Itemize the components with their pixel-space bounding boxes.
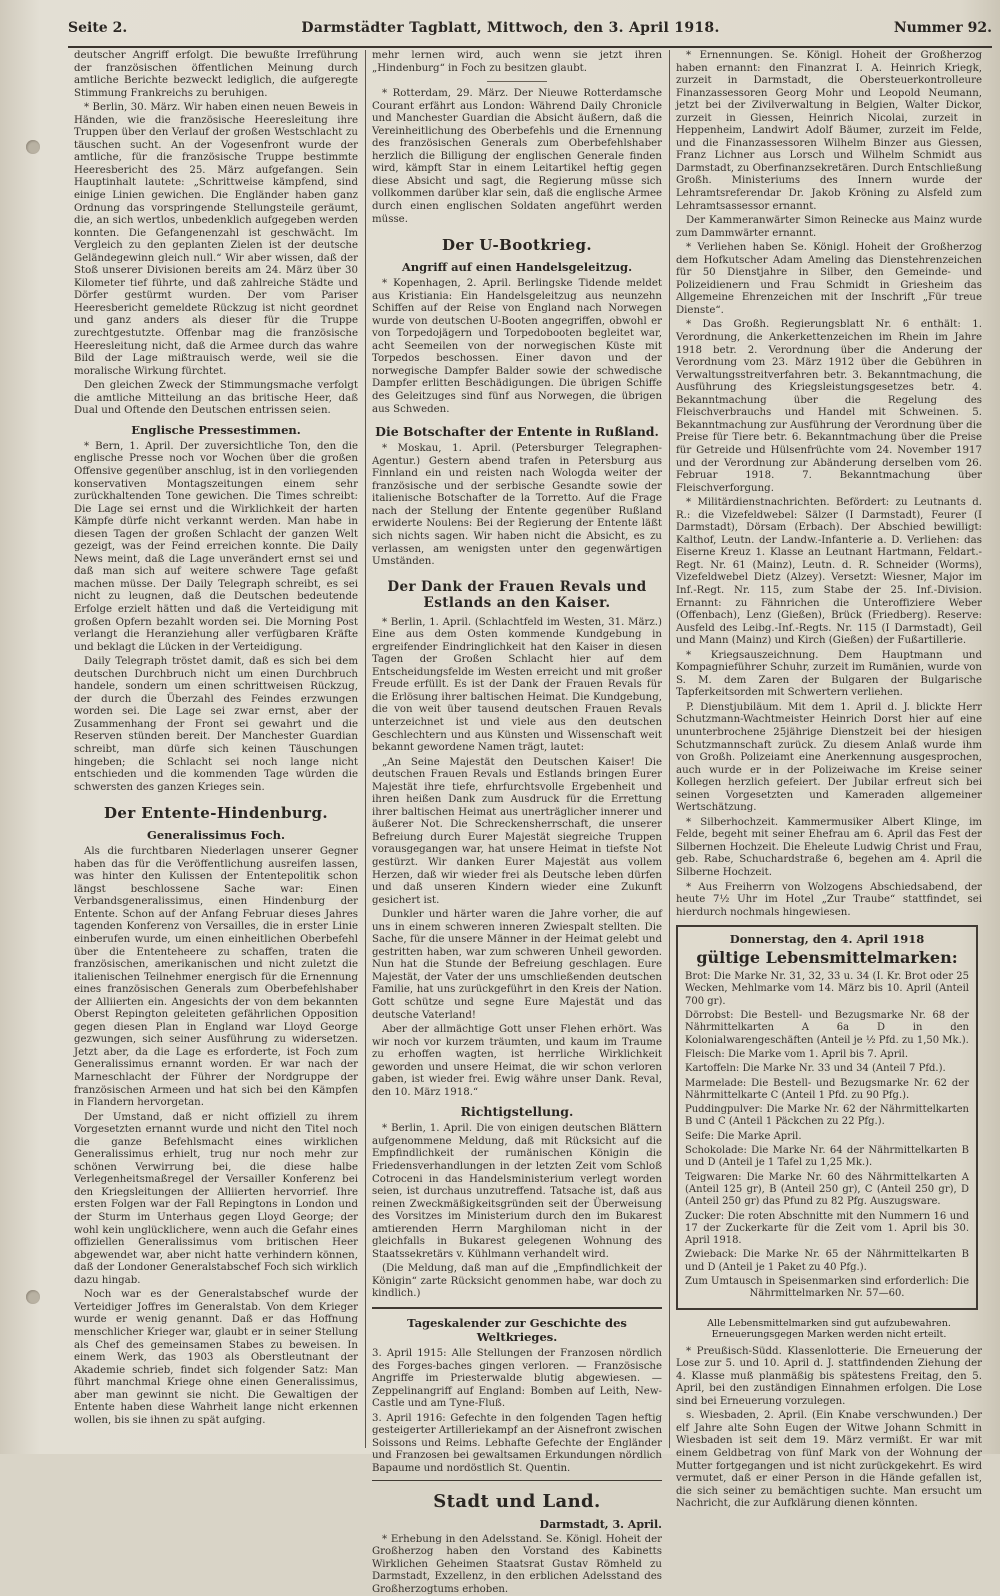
- food-ration-box: [676, 925, 978, 1309]
- article-paragraph: * Ernennungen. Se. Königl. Hoheit der Großherzog haben ernannt: den Finanzrat I. A. Heinrich Kriegk, zurzeit in Darmstadt, die Obersteuerkontrolleure Finanzassessoren Georg Mohr und Leopold Neumann, jetzt bei der Zivilverwaltung in Belgien, Walter Dickor, zurzeit in Giessen, Heinrich Nicolai, zurzeit in Heppenheim, Landwirt Adolf Bäumer, zurzeit im Felde, und die Finanzassessoren Wilhelm Binzer aus Giessen, Franz Lichner aus Lorsch und Wilhelm Schmidt aus Darmstadt, zu Oberfinanzsekretären. Durch Entschließung Großh. Ministeriums des Innern wurde der Lehramtsreferendar Dr. Jakob Kröning zu Alsfeld zum Lehramtsassessor ernannt.: [676, 50, 982, 213]
- article-paragraph: * Berlin, 1. April. Die von einigen deutschen Blättern aufgenommene Meldung, daß mit Rücksicht auf die Empfindlichkeit der rumänischen Königin die Friedensverhandlungen in der letzten Zeit vom Schloß Cotroceni in das Handelsministerium verlegt worden seien, ist durchaus unzutreffend. Tatsache ist, daß aus reinen Zweckmäßigkeitsgründen seit der Überweisung des Vorsitzes im Ministerium durch den im Bukarest amtierenden Herrn Marghiloman nicht in der gleichfalls in Bukarest gelegenen Wohnung des Staatssekretärs v. Kühlmann verhandelt wird.: [372, 1123, 662, 1261]
- section-heading: Richtigstellung.: [372, 1104, 662, 1119]
- article-paragraph: P. Dienstjubiläum. Mit dem 1. April d. J. blickte Herr Schutzmann-Wachtmeister Heinrich Dorst hier auf eine ununterbrochene 25jährige Dienstzeit bei der hiesigen Schutzmannschaft zurück. Zu diesem Anlaß wurde ihm von Großh. Polizeiamt eine Anerkennung ausgesprochen, auch wurde er in der Polizeiwache im Kreise seiner Kollegen herzlich gefeiert. Der Jubilar erfreut sich bei seinen Vorgesetzten und Kameraden allgemeiner Wertschätzung.: [676, 702, 982, 815]
- ration-line: Seife: Die Marke April.: [685, 1131, 969, 1143]
- dateline: Darmstadt, 3. April.: [372, 1518, 662, 1531]
- ration-line: Puddingpulver: Die Marke Nr. 62 der Nährmittelkarten B und C (Anteil 1 Päckchen zu 22 Pfg.).: [685, 1104, 969, 1129]
- calendar-entry: 3. April 1915: Alle Stellungen der Franzosen nördlich des Forges-baches gingen verloren. — Französische Angriffe im Priesterwalde blutig abgewiesen. — Zeppelinangriff auf England: Bomben auf Leith, New-Castle und am Tyne-Fluß.: [372, 1348, 662, 1411]
- section-heading: Der Dank der Frauen Revals und Estlands an den Kaiser.: [372, 579, 662, 611]
- ration-line: Marmelade: Die Bestell- und Bezugsmarke Nr. 62 der Nährmittelkarte C (Anteil 1 Pfd. zu 90 Pfg.).: [685, 1078, 969, 1103]
- issue-number: Nummer 92.: [894, 20, 992, 36]
- section-heading: Stadt und Land.: [372, 1491, 662, 1512]
- article-paragraph: * Preußisch-Südd. Klassenlotterie. Die Erneuerung der Lose zur 5. und 10. April d. J. stattfindenden Ziehung der 4. Klasse muß planmäßig bis spätestens Freitag, den 5. April, bei den zuständigen Einnahmen erfolgen. Die Lose sind bei Erneuerung vorzulegen.: [676, 1346, 982, 1409]
- article-paragraph: Dunkler und härter waren die Jahre vorher, die auf uns in einem schweren inneren Zwiespalt stellten. Die Sache, für die unsere Männer in der Heimat gelebt und gestritten haben, war zum schweren Unheil geworden. Nun hat die Stunde der Befreiung geschlagen. Eure Majestät, der Vater der uns umschließenden deutschen Familie, hat uns zurückgeführt in den Kreis der Nation. Gott schütze und segne Eure Majestät und das deutsche Vaterland!: [372, 909, 662, 1022]
- box-date: Donnerstag, den 4. April 1918: [685, 932, 969, 946]
- article-paragraph: * Silberhochzeit. Kammermusiker Albert Klinge, im Felde, begeht mit seiner Ehefrau am 6. April das Fest der Silbernen Hochzeit. Die Eheleute Ludwig Christ und Frau, geb. Rabe, Schuchardstraße 6, begehen am 4. April die Silberne Hochzeit.: [676, 817, 982, 880]
- article-paragraph: deutscher Angriff erfolgt. Die bewußte Irreführung der französischen öffentlichen Meinung durch amtliche Berichte bezweckt lediglich, die aufgeregte Stimmung Frankreichs zu beruhigen.: [74, 50, 358, 100]
- article-paragraph: * Verliehen haben Se. Königl. Hoheit der Großherzog dem Hofkutscher Adam Ameling das Dienstehrenzeichen für 50 Dienstjahre in Silber, den Gemeinde- und Polizeidienern und Frau Schmidt in Griesheim das Allgemeine Ehrenzeichen mit der Inschrift „Für treue Dienste“.: [676, 242, 982, 317]
- article-paragraph: Den gleichen Zweck der Stimmungsmache verfolgt die amtliche Mitteilung an das britische Heer, daß Dual und Oftende den Deutschen entrissen seien.: [74, 380, 358, 418]
- section-heading: Englische Pressestimmen.: [74, 423, 358, 437]
- column-3: [676, 50, 982, 1448]
- article-paragraph: * Kriegsauszeichnung. Dem Hauptmann und Kompagnieführer Schuhr, zurzeit im Rumänien, wurde von S. M. dem Zaren der Bulgaren der Bulgarische Tapferkeitsorden mit Schwertern verliehen.: [676, 650, 982, 700]
- article-paragraph: mehr lernen wird, auch wenn sie jetzt ihren „Hindenburg“ in Foch zu besitzen glaubt.: [372, 50, 662, 75]
- column-rule: [365, 50, 366, 1448]
- section-heading: Der Entente-Hindenburg.: [74, 804, 358, 822]
- ration-line: Dörrobst: Die Bestell- und Bezugsmarke Nr. 68 der Nährmittelkarten A 6a D in den Kolonialwarengeschäften (Anteil je ½ Pfd. zu 1,50 Mk.).: [685, 1010, 969, 1047]
- article-paragraph: Noch war es der Generalstabschef wurde der Verteidiger Joffres im Generalstab. Von dem Krieger wurde er wenig genannt. Daß er das Hoffnung menschlicher Krieger war, glaubt er in seiner Stellung als Chef des gemeinsamen Stabes zu beweisen. In einem Werk, das 1903 als Oberstleutnant der Akademie schrieb, findet sich folgender Satz: Man führt manchmal Kriege ohne einen Generalissimus, aber man gewinnt sie nicht. Die Gewaltigen der Entente haben diese Wahrheit lange nicht erkennen wollen, bis sie ihnen zu spät aufging.: [74, 1289, 358, 1427]
- section-heading: Die Botschafter der Entente in Rußland.: [372, 424, 662, 439]
- ration-line: Brot: Die Marke Nr. 31, 32, 33 u. 34 (I. Kr. Brot oder 25 Wecken, Mehlmarke vom 14. März bis 10. April (Anteil 700 gr).: [685, 971, 969, 1008]
- section-heading: Der U-Bootkrieg.: [372, 236, 662, 254]
- article-paragraph: * Berlin, 30. März. Wir haben einen neuen Beweis in Händen, wie die französische Heeresleitung ihre Truppen über den Verlauf der großen Westschlacht zu täuschen sucht. An der Vogesenfront wurde der amtliche, für die französische Truppe bestimmte Heeresbericht des 25. März aufgefangen. Sein Hauptinhalt lautete: „Schrittweise kämpfend, sind einige Linien gewichen. Die Engländer haben ganz Ordnung das vorspringende Stellungsteile geräumt, die, an sich wertlos, unbedenklich aufgegeben werden konnten. Die Gefangenenzahl ist geschwächt. Im Vergleich zu den geplanten Zielen ist der deutsche Geländegewinn gleich null.“ Wir aber wissen, daß der Stoß unserer Divisionen bereits am 24. März über 30 Kilometer tief führte, und daß zahlreiche Städte und Dörfer gestürmt wurden. Der vom Pariser Heeresbericht gemeldete Rückzug ist nicht geordnet und ganz anders als dieser für die Truppe zurechtgestutzte. Offenbar mag die französische Heeresleitung nicht, daß die Armee durch das wahre Bild der Lage mißtrauisch werde, weil sie die moralische Wirkung fürchtet.: [74, 102, 358, 378]
- ration-line: Zucker: Die roten Abschnitte mit den Nummern 16 und 17 der Zuckerkarte für die Zeit vom 1. April bis 30. April 1918.: [685, 1211, 969, 1248]
- article-paragraph: * Das Großh. Regierungsblatt Nr. 6 enthält: 1. Verordnung, die Ankerkettenzeichen im Rhein im Jahre 1918 betr. 2. Verordnung über die Anderung der Verordnung vom 23. März 1912 über die Gebühren in Verwaltungsstreitverfahren betr. 3. Bekanntmachung, die Ausführung des Kriegsleistungsgesetzes betr. 4. Bekanntmachung über die Regelung des Fleischverbrauchs und Handel mit Schweinen. 5. Bekanntmachung zur Ausführung der Verordnung über die Preise für Tiere betr. 6. Bekanntmachung über die Preise für Getreide und Hülsenfrüchte vom 24. November 1917 und der Verordnung zur Abänderung derselben vom 26. Februar 1918. 7. Bekanntmachung über Fleischverforgung.: [676, 319, 982, 495]
- ration-line: Teigwaren: Die Marke Nr. 60 des Nährmittelkarten A (Anteil 125 gr), B (Anteil 250 gr), C (Anteil 250 gr), D (Anteil 250 gr) das Pfund zu 82 Pfg. Auszugsware.: [685, 1172, 969, 1209]
- section-subheading: Angriff auf einen Handelsgeleitzug.: [372, 260, 662, 274]
- article-paragraph: Der Kammeranwärter Simon Reinecke aus Mainz wurde zum Dammwärter ernannt.: [676, 215, 982, 240]
- article-paragraph: * Kopenhagen, 2. April. Berlingske Tidende meldet aus Kristiania: Ein Handelsgeleitzug aus neunzehn Schiffen auf der Reise von England nach Norwegen wurde von deutschen U-Booten angegriffen, obwohl er von Torpedojägern und Torpedobooten begleitet war, acht Seemeilen von der norwegischen Küste mit Torpedos beschossen. Einer davon und der norwegische Dampfer Balder sowie der schwedische Dampfer erlitten Beschädigungen. Die übrigen Schiffe des Geleitzuges sind fünf aus Norwegen, die übrigen aus Schweden.: [372, 278, 662, 416]
- article-paragraph: Aber der allmächtige Gott unser Flehen erhört. Was wir noch vor kurzem träumten, und kaum im Traume zu erhoffen wagten, ist herrliche Wirklichkeit geworden und unsere Heimat, die wir schon verloren gaben, ist wieder frei. Ewig währe unser Dank. Reval, den 10. März 1918.“: [372, 1024, 662, 1099]
- ration-line: Zwieback: Die Marke Nr. 65 der Nährmittelkarten B und D (Anteil je 1 Paket zu 40 Pfg.).: [685, 1249, 969, 1274]
- ration-line: Zum Umtausch in Speisenmarken sind erforderlich: Die Nährmittelmarken Nr. 57—60.: [685, 1276, 969, 1301]
- calendar-box: [372, 1307, 662, 1480]
- article-paragraph: Der Umstand, daß er nicht offiziell zu ihrem Vorgesetzten ernannt wurde und nicht den Titel noch die ganze Befehlsmacht eines wirklichen Generalissimus erhielt, trug nur noch mehr zur schönen Verwirrung bei, die diese halbe Verlegenheitsmaßregel der Versailler Konferenz bei den Kriegsleitungen der Alliierten hervorrief. Ihre ersten Folgen war der Fall Repingtons in London und der Sturm im Unterhaus gegen Lloyd George; der wohl kein unglücklichere, wenn auch die Gefahr eines offiziellen Generalissimus vom britischen Heer abgewendet war, aber nicht hatte verhindern können, daß der Londoner Generalstabschef Foch sich wirklich dazu hingab.: [74, 1112, 358, 1288]
- punch-hole: [26, 1290, 40, 1304]
- article-paragraph: s. Wiesbaden, 2. April. (Ein Knabe verschwunden.) Der elf Jahre alte Sohn Eugen der Witwe Johann Schmitt in Wiesbaden ist seit dem 19. März vermißt. Er war mit einem Geldbetrag von fünf Mark von der Wohnung der Mutter fortgegangen und ist nicht zurückgekehrt. Es wird vermutet, daß er einer Person in die Hände gefallen ist, die sich seiner zu bemächtigen suchte. Man ersucht um Nachricht, die zur Aufklärung dienen könnten.: [676, 1410, 982, 1510]
- article-paragraph: * Moskau, 1. April. (Petersburger Telegraphen-Agentur.) Gestern abend trafen in Petersburg aus Finnland ein und reisten nach Wologda weiter der französische und der serbische Gesandte sowie der italienische Botschafter de la Torretto. Auf die Frage nach der Stellung der Entente gegenüber Rußland erwiderte Noulens: Bei der Regierung der Entente läßt sich nichts sagen. Wir haben nicht die Absicht, es zu verlassen, am wenigsten unter den gegenwärtigen Umständen.: [372, 443, 662, 568]
- divider: [487, 81, 547, 82]
- column-rule: [669, 50, 670, 1448]
- article-paragraph: * Berlin, 1. April. (Schlachtfeld im Westen, 31. März.) Eine aus dem Osten kommende Kundgebung in ergreifender Eindringlichkeit hat den Kaiser in diesen Tagen der Großen Schlacht hier auf dem Entscheidungsfelde im Westen erreicht und mit großer Freude erfüllt. Es ist der Dank der Frauen Revals für die Erlösung ihrer baltischen Heimat. Die Kundgebung, die von weit über tausend deutschen Frauen Revals unterzeichnet ist und viele aus den deutschen Geschlechtern und aus Künsten und Wissenschaft weit bekannt gewordene Namen trägt, lautet:: [372, 617, 662, 755]
- article-paragraph: * Militärdienstnachrichten. Befördert: zu Leutnants d. R.: die Vizefeldwebel: Sälzer (I Darmstadt), Feurer (I Darmstadt), Dörsam (Erbach). Der Abschied bewilligt: Kalthof, Leutn. der Landw.-Infanterie a. D. Verliehen: das Eiserne Kreuz 1. Klasse an Leutnant Hartmann, Feldart.-Regt. Nr. 61 (Mainz), Leutn. d. R. Schneider (Worms), Vizefeldwebel Dietz (Alzey). Versetzt: Wiesner, Major im Inf.-Regt. Nr. 115, zum Stabe der 25. Inf.-Division. Ernannt: zu Fähnrichen die Unteroffiziere Weber (Offenbach), Lenz (Gießen), Brück (Friedberg). Reserve: Ausfeld des Leibg.-Inf.-Regts. Nr. 115 (I Darmstadt), Geil und Mann (Mainz) und Kirch (Gießen) der Fußartillerie.: [676, 497, 982, 648]
- article-paragraph: * Erhebung in den Adelsstand. Se. Königl. Hoheit der Großherzog haben den Vorstand des Kabinetts Wirklichen Geheimen Staatsrat Gustav Römheld zu Darmstadt, Exzellenz, in den erblichen Adelsstand des Großherzogtums erhoben.: [372, 1534, 662, 1596]
- article-paragraph: (Die Meldung, daß man auf die „Empfindlichkeit der Königin“ zarte Rücksicht genommen habe, war doch zu kindlich.): [372, 1263, 662, 1301]
- box-note: Alle Lebensmittelmarken sind gut aufzubewahren. Erneuerungsgegen Marken werden nicht erteilt.: [676, 1318, 982, 1340]
- article-paragraph: Als die furchtbaren Niederlagen unserer Gegner haben das für die Veröffentlichung ausreifen lassen, was hinter den Kulissen der Ententepolitik schon längst beschlossene Sache war: Einen Verbandsgeneralissimus, einen Hindenburg der Entente. Schon auf der Anfang Februar dieses Jahres tagenden Konferenz von Versailles, die in erster Linie einberufen wurde, um einen einheitlichen Oberbefehl über die Ententeheere zu schaffen, traten die französischen, amerikanischen und nicht zuletzt die italienischen Teilnehmer energisch für die Ernennung eines französischen Generals zum Oberbefehlshaber der Alliierten ein. Angesichts der von dem bekannten Oberst Repington geleiteten gefährlichen Opposition gegen diesen Plan in England war Lloyd George gezwungen, sich seiner Ausführung zu widersetzen. Jetzt aber, da die Lage es erforderte, ist Foch zum Generalissimus ernannt worden. Er war nach der Marneschlacht der Führer der Nordgruppe der französischen Armeen und hat sich bei den Kämpfen in Flandern hervorgetan.: [74, 846, 358, 1109]
- page-number: Seite 2.: [68, 20, 127, 36]
- masthead: [68, 20, 992, 48]
- column-1: [74, 50, 358, 1448]
- ration-line: Fleisch: Die Marke vom 1. April bis 7. April.: [685, 1049, 969, 1061]
- box-title: gültige Lebensmittelmarken:: [685, 948, 969, 967]
- ration-line: Schokolade: Die Marke Nr. 64 der Nährmittelkarten B und D (Anteil je 1 Tafel zu 1,25 Mk.).: [685, 1145, 969, 1170]
- article-paragraph: Daily Telegraph tröstet damit, daß es sich bei dem deutschen Durchbruch nicht um einen Durchbruch handele, sondern um einen schrittweisen Rückzug, der durch die Überzahl des Feindes erzwungen worden sei. Die Lage sei zwar ernst, aber der Zusammenhang der Front sei gewahrt und die Reserven stünden bereit. Der Manchester Guardian schreibt, man dürfe sich keinen Täuschungen hingeben; die Schlacht sei noch lange nicht entschieden und die kommenden Tage würden die schwersten des ganzen Krieges sein.: [74, 656, 358, 794]
- article-paragraph: „An Seine Majestät den Deutschen Kaiser! Die deutschen Frauen Revals und Estlands bringen Eurer Majestät ihre tiefe, ehrfurchtsvolle Ergebenheit und ihren heißen Dank zum Ausdruck für die Errettung ihrer baltischen Heimat aus unerträglicher innerer und äußerer Not. Die Schreckensherrschaft, die unserer Befreiung durch Eurer Majestät siegreiche Truppen vorausgegangen war, hat unsere Heimat in tiefste Not gestürzt. Wir danken Eurer Majestät aus vollem Herzen, daß wir wieder frei als Deutsche leben dürfen und daß unseren Kindern wieder eine Zukunft gesichert ist.: [372, 757, 662, 908]
- section-subheading: Generalissimus Foch.: [74, 828, 358, 842]
- section-heading: Tageskalender zur Geschichte des Weltkrieges.: [372, 1316, 662, 1344]
- column-2: [372, 50, 662, 1448]
- ration-line: Kartoffeln: Die Marke Nr. 33 und 34 (Anteil 7 Pfd.).: [685, 1063, 969, 1075]
- article-paragraph: * Bern, 1. April. Der zuversichtliche Ton, den die englische Presse noch vor Wochen über die großen Offensive gegenüber anschlug, ist in den vorliegenden konservativen Montagszeitungen einem sehr zurückhaltenden Tone gewichen. Die Times schreibt: Die Lage sei ernst und die Wirklichkeit der harten Kämpfe dürfe nicht verkannt werden. Man habe in diesen Tagen der großen Schlacht der ganzen Welt gezeigt, was der Feind erreichen konnte. Die Daily News meint, daß die Lage unverändert ernst sei und daß man sich auf weitere schwere Tage gefaßt machen müsse. Der Daily Telegraph schreibt, es sei nicht zu leugnen, daß die Deutschen bedeutende Erfolge erzielt hätten und daß die Verteidigung mit großen Opfern bezahlt worden sei. Die Morning Post verlangt die Heranziehung aller verfügbaren Kräfte und beklagt die Lücken in der Verteidigung.: [74, 441, 358, 654]
- newspaper-title: Darmstädter Tagblatt, Mittwoch, den 3. April 1918.: [301, 20, 719, 36]
- punch-hole: [26, 140, 40, 154]
- article-paragraph: * Aus Freiherrn von Wolzogens Abschiedsabend, der heute 7½ Uhr im Hotel „Zur Traube“ stattfindet, sei hierdurch nochmals hingewiesen.: [676, 882, 982, 920]
- article-paragraph: * Rotterdam, 29. März. Der Nieuwe Rotterdamsche Courant erfährt aus London: Während Daily Chronicle und Manchester Guardian die Absicht äußern, daß die Vereinheitlichung des Oberbefehls und die Ernennung des französischen Generals zum Oberbefehlshaber herzlich die Billigung der englischen Generale finden wird, kämpft Star in einem Leitartikel heftig gegen diese Absicht und sagt, die Regierung müsse sich vollkommen darüber klar sein, daß die englische Armee durch einen englischen Soldaten angeführt werden müsse.: [372, 88, 662, 226]
- calendar-entry: 3. April 1916: Gefechte in den folgenden Tagen heftig gesteigerter Artilleriekampf an der Aisnefront zwischen Soissons und Reims. Lebhafte Gefechte der Engländer und Franzosen bei gewaltsamen Erkundungen nördlich Bapaume und nordöstlich St. Quentin.: [372, 1413, 662, 1476]
